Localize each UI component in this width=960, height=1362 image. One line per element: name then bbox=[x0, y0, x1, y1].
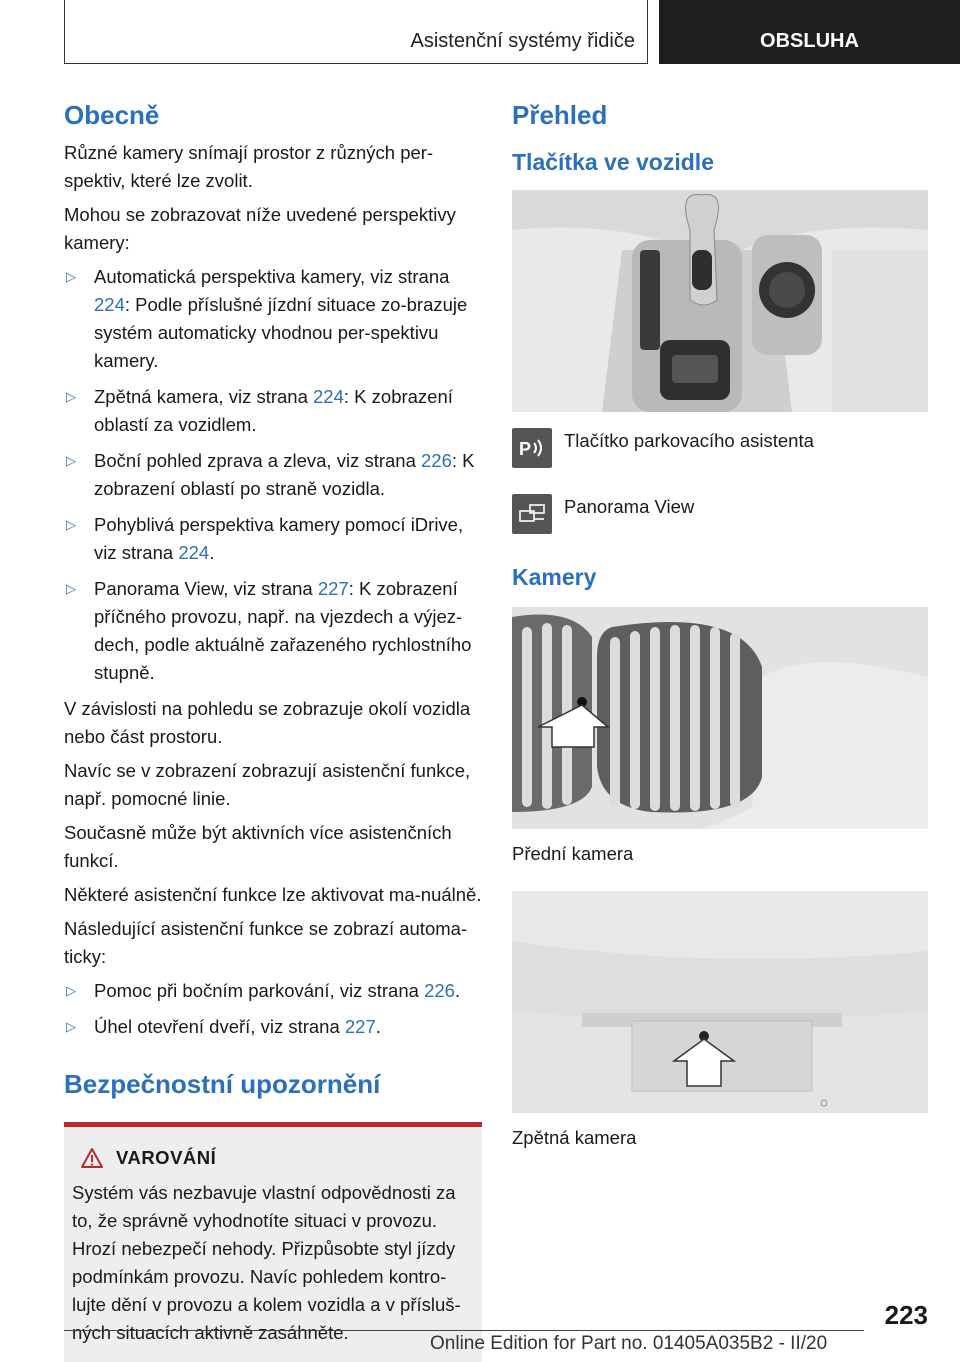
heading-general: Obecně bbox=[64, 100, 160, 130]
center-console-image bbox=[512, 190, 928, 412]
heading-safety: Bezpečnostní upozornění bbox=[64, 1069, 381, 1099]
list-item-text: Úhel otevření dveří, viz strana bbox=[94, 1016, 345, 1037]
page-reference-link[interactable]: 227 bbox=[344, 1016, 376, 1037]
parking-assistant-label: Tlačítko parkovacího asistenta bbox=[564, 430, 814, 451]
right-column bbox=[512, 100, 928, 1149]
rear-camera-caption: Zpětná kamera bbox=[512, 1127, 637, 1148]
page-reference-link[interactable]: 227 bbox=[317, 578, 349, 599]
paragraph: Současně může být aktivních více asistenčních funkcí. bbox=[64, 822, 452, 871]
paragraph: Navíc se v zobrazení zobrazují asistenční funkce, např. pomocné linie. bbox=[64, 760, 471, 809]
heading-overview: Přehled bbox=[512, 100, 608, 130]
list-item-text: : Podle příslušné jízdní situace zo-brazuje systém automaticky vhodnou per-spektivu kamery. bbox=[94, 294, 468, 371]
warning-triangle-icon bbox=[80, 1147, 104, 1169]
paragraph: Některé asistenční funkce lze aktivovat ma-nuálně. bbox=[64, 884, 482, 905]
warning-title: VAROVÁNÍ bbox=[116, 1147, 217, 1168]
warning-box bbox=[64, 1127, 482, 1362]
paragraph: Různé kamery snímají prostor z různých per-spektiv, které lze zvolit. bbox=[64, 142, 434, 191]
header-title-box bbox=[64, 0, 648, 64]
list-item bbox=[64, 263, 482, 375]
list-item-text: Panorama View, viz strana bbox=[94, 578, 318, 599]
section-tab[interactable] bbox=[659, 0, 960, 64]
bullet-triangle-icon: ▷ bbox=[66, 389, 76, 404]
footer-rule bbox=[64, 1330, 864, 1331]
rear-camera-image bbox=[512, 891, 928, 1113]
page-reference-link[interactable]: 224 bbox=[94, 294, 125, 315]
list-item-text: : K zobrazení oblastí za vozidlem. bbox=[94, 386, 453, 435]
bullet-triangle-icon: ▷ bbox=[66, 517, 76, 532]
svg-text:P: P bbox=[519, 439, 532, 459]
list-item-text: : K zobrazení oblastí po straně vozidla. bbox=[94, 450, 475, 499]
footer-edition: Online Edition for Part no. 01405A035B2 - II/20 bbox=[430, 1333, 828, 1354]
front-camera-caption: Přední kamera bbox=[512, 843, 634, 864]
chapter-title: Asistenční systémy řidiče bbox=[410, 30, 635, 52]
parking-assistant-key-row bbox=[512, 428, 928, 468]
bullet-triangle-icon: ▷ bbox=[66, 581, 76, 596]
page-number: 223 bbox=[884, 1300, 928, 1330]
list-item-text: Boční pohled zprava a zleva, viz strana bbox=[94, 450, 422, 471]
page-header bbox=[64, 0, 960, 66]
section-tab-label: OBSLUHA bbox=[760, 30, 859, 52]
list-item-text: . bbox=[375, 1016, 381, 1037]
heading-cameras: Kamery bbox=[512, 564, 597, 590]
list-item bbox=[64, 575, 482, 687]
list-item bbox=[64, 447, 482, 503]
warning-header bbox=[72, 1147, 474, 1169]
page-reference-link[interactable]: 224 bbox=[313, 386, 344, 407]
parking-assistant-icon bbox=[512, 428, 552, 468]
page-reference-link[interactable]: 226 bbox=[424, 980, 455, 1001]
paragraph: Mohou se zobrazovat níže uvedené perspektivy kamery: bbox=[64, 204, 456, 253]
left-column bbox=[64, 100, 482, 1362]
paragraph: Následující asistenční funkce se zobrazí automa-ticky: bbox=[64, 918, 468, 967]
list-item-text: Pomoc při bočním parkování, viz strana bbox=[94, 980, 425, 1001]
list-item-text: : K zobrazení příčného provozu, např. na vjezdech a výjez-dech, podle aktuálně zařazeného rychlostního stupně. bbox=[94, 578, 472, 683]
warning-text: Systém vás nezbavuje vlastní odpovědnosti za to, že správně vyhodnotíte situaci v provozu. Hrozí nebezpečí nehody. Přizpůsobte styl jízdy podmínkám provozu. Navíc pohledem kontro-lujte dění v provozu a kolem vozidla a v přísluš-ných situacích aktivně zasáhněte. bbox=[72, 1182, 461, 1343]
bullet-triangle-icon: ▷ bbox=[66, 1019, 76, 1034]
panorama-view-label: Panorama View bbox=[564, 496, 695, 517]
bullet-triangle-icon: ▷ bbox=[66, 269, 76, 284]
paragraph: V závislosti na pohledu se zobrazuje okolí vozidla nebo část prostoru. bbox=[64, 698, 471, 747]
heading-buttons: Tlačítka ve vozidle bbox=[512, 149, 714, 175]
list-item-text: . bbox=[209, 542, 215, 563]
page-reference-link[interactable]: 226 bbox=[421, 450, 452, 471]
panorama-view-icon bbox=[512, 494, 552, 534]
perspective-list bbox=[64, 263, 482, 687]
list-item bbox=[64, 1013, 482, 1041]
list-item-text: Pohyblivá perspektiva kamery pomocí iDrive, viz strana bbox=[94, 514, 464, 563]
list-item bbox=[64, 383, 482, 439]
list-item bbox=[64, 977, 482, 1005]
bullet-triangle-icon: ▷ bbox=[66, 983, 76, 998]
front-camera-image bbox=[512, 607, 928, 829]
page-reference-link[interactable]: 224 bbox=[178, 542, 210, 563]
panorama-view-key-row bbox=[512, 494, 928, 534]
list-item-text: Automatická perspektiva kamery, viz strana bbox=[94, 266, 450, 287]
list-item bbox=[64, 511, 482, 567]
bullet-triangle-icon: ▷ bbox=[66, 453, 76, 468]
auto-function-list bbox=[64, 977, 482, 1041]
list-item-text: Zpětná kamera, viz strana bbox=[94, 386, 314, 407]
list-item-text: . bbox=[454, 980, 461, 1001]
